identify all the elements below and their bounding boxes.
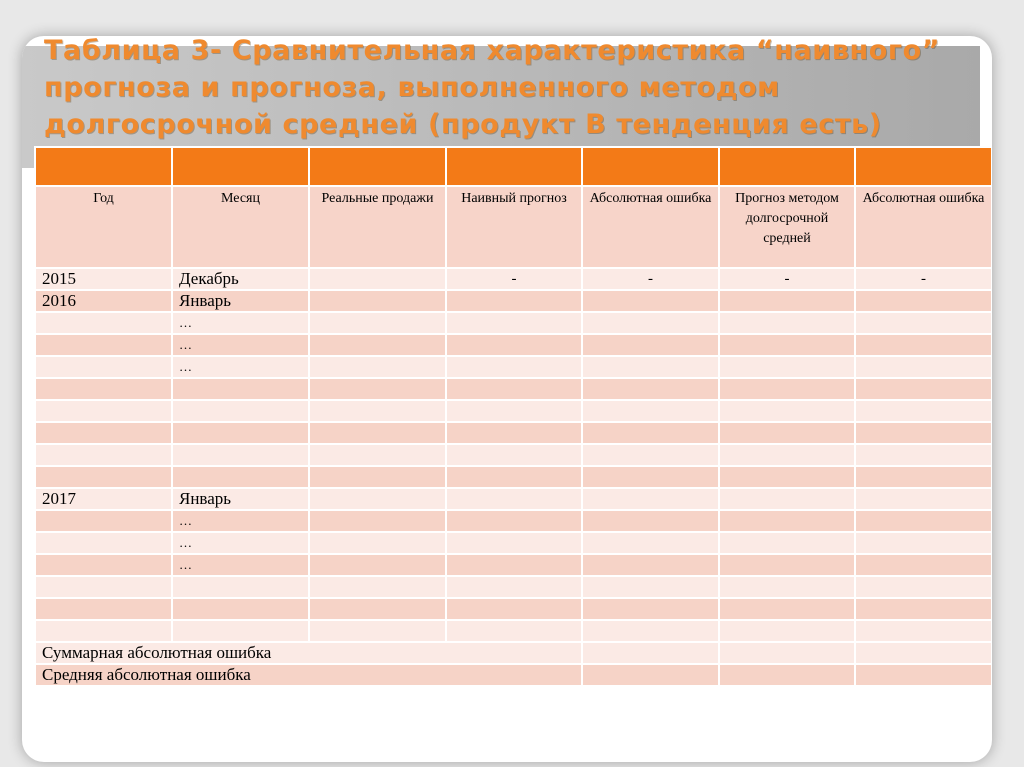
table-cell: [582, 356, 719, 378]
table-cell: [719, 510, 855, 532]
table-row: [35, 598, 992, 620]
table-cell: [446, 510, 582, 532]
table-cell: [309, 290, 446, 312]
table-cell: [582, 554, 719, 576]
summary-mean-label: Средняя абсолютная ошибка: [35, 664, 582, 686]
table-cell: [719, 576, 855, 598]
table-cell: [309, 598, 446, 620]
table-row: [35, 356, 992, 378]
table-cell: [309, 444, 446, 466]
table-cell: [582, 620, 719, 642]
table-cell: -: [719, 268, 855, 290]
table-cell: [582, 334, 719, 356]
table-cell: [719, 466, 855, 488]
table-cell: [309, 554, 446, 576]
table-cell: [719, 488, 855, 510]
table-cell: [582, 510, 719, 532]
orange-cell: [446, 147, 582, 186]
cell-year: [35, 532, 172, 554]
table-cell: [309, 488, 446, 510]
table-cell: [582, 444, 719, 466]
table-cell: [446, 532, 582, 554]
table-cell: [446, 554, 582, 576]
table-cell: [855, 598, 992, 620]
table-cell: [855, 510, 992, 532]
table-cell: [309, 576, 446, 598]
table-row: [35, 620, 992, 642]
cell-month: [172, 422, 309, 444]
cell-year: 2017: [35, 488, 172, 510]
table-cell: [855, 488, 992, 510]
table-row: [35, 576, 992, 598]
table-cell: [855, 620, 992, 642]
table-cell: [309, 466, 446, 488]
table-cell: [582, 532, 719, 554]
table-cell: [719, 334, 855, 356]
table-cell: [582, 598, 719, 620]
cell-month: [172, 598, 309, 620]
table-cell: [719, 642, 855, 664]
table-cell: [446, 290, 582, 312]
table-cell: [582, 576, 719, 598]
cell-year: [35, 466, 172, 488]
header-month: Месяц: [172, 186, 309, 268]
table-cell: [855, 378, 992, 400]
table-cell: [446, 466, 582, 488]
cell-year: [35, 510, 172, 532]
cell-year: [35, 356, 172, 378]
cell-month: [172, 444, 309, 466]
table-cell: [855, 290, 992, 312]
summary-row-total: [35, 642, 992, 664]
table-cell: [719, 356, 855, 378]
cell-month: Январь: [172, 290, 309, 312]
slide-title: Таблица 3- Сравнительная характеристика “наивного” прогноза и прогноза, выполненного методом долгосрочной средней (продукт В тенденция есть): [44, 36, 941, 140]
table-cell: [446, 422, 582, 444]
table-cell: [582, 664, 719, 686]
table-row: [35, 488, 992, 510]
cell-year: [35, 400, 172, 422]
table-row: [35, 532, 992, 554]
table-cell: [719, 554, 855, 576]
cell-month: [172, 576, 309, 598]
table-row: [35, 334, 992, 356]
orange-cell: [172, 147, 309, 186]
cell-year: [35, 378, 172, 400]
cell-month: Декабрь: [172, 268, 309, 290]
table-cell: [309, 400, 446, 422]
cell-month: [172, 378, 309, 400]
table-cell: [446, 356, 582, 378]
orange-cell: [855, 147, 992, 186]
table-cell: -: [855, 268, 992, 290]
cell-month: [172, 400, 309, 422]
cell-month: …: [172, 356, 309, 378]
cell-month: …: [172, 554, 309, 576]
table-cell: [446, 378, 582, 400]
table-cell: [582, 466, 719, 488]
table-cell: [446, 598, 582, 620]
table-cell: [446, 576, 582, 598]
header-absolute-error-2: Абсолютная ошибка: [855, 186, 992, 268]
table-row: [35, 378, 992, 400]
table-cell: [855, 312, 992, 334]
table-cell: [855, 554, 992, 576]
table-cell: [719, 444, 855, 466]
header-longterm-forecast: Прогноз методом долгосрочной средней: [719, 186, 855, 268]
cell-year: [35, 620, 172, 642]
header-absolute-error-1: Абсолютная ошибка: [582, 186, 719, 268]
table-cell: [446, 312, 582, 334]
table-cell: [582, 642, 719, 664]
table-row: [35, 422, 992, 444]
table-cell: -: [446, 268, 582, 290]
table-row: [35, 466, 992, 488]
table-cell: [719, 400, 855, 422]
summary-total-label: Суммарная абсолютная ошибка: [35, 642, 582, 664]
table-cell: [719, 532, 855, 554]
cell-year: [35, 444, 172, 466]
table-cell: [309, 312, 446, 334]
table-cell: [309, 510, 446, 532]
orange-cell: [719, 147, 855, 186]
table-row: [35, 444, 992, 466]
table-body: [35, 268, 992, 642]
orange-header-row: [35, 147, 992, 186]
orange-cell: [35, 147, 172, 186]
cell-year: [35, 312, 172, 334]
table-cell: [309, 422, 446, 444]
table-cell: [309, 268, 446, 290]
orange-cell: [309, 147, 446, 186]
cell-month: [172, 620, 309, 642]
table-cell: [719, 422, 855, 444]
table-cell: [855, 400, 992, 422]
table-cell: [446, 400, 582, 422]
table-cell: [719, 598, 855, 620]
cell-year: [35, 554, 172, 576]
slide: [22, 36, 992, 762]
column-header-row: [35, 186, 992, 268]
header-real-sales: Реальные продажи: [309, 186, 446, 268]
summary-row-mean: [35, 664, 992, 686]
table-cell: [582, 312, 719, 334]
table-cell: [582, 290, 719, 312]
table-cell: [855, 532, 992, 554]
table-cell: [446, 334, 582, 356]
cell-year: [35, 334, 172, 356]
table-row: [35, 554, 992, 576]
table-cell: [582, 400, 719, 422]
table-cell: [855, 356, 992, 378]
table-cell: [446, 620, 582, 642]
table-cell: [855, 576, 992, 598]
cell-month: …: [172, 334, 309, 356]
table-cell: [719, 620, 855, 642]
cell-month: Январь: [172, 488, 309, 510]
header-naive-forecast: Наивный прогноз: [446, 186, 582, 268]
cell-month: …: [172, 510, 309, 532]
table-cell: [719, 290, 855, 312]
table-cell: [719, 312, 855, 334]
table-cell: [855, 642, 992, 664]
cell-year: 2015: [35, 268, 172, 290]
table-cell: [855, 422, 992, 444]
cell-month: [172, 466, 309, 488]
table-cell: -: [582, 268, 719, 290]
table-cell: [855, 444, 992, 466]
table-cell: [855, 334, 992, 356]
table-cell: [855, 466, 992, 488]
cell-month: …: [172, 312, 309, 334]
table-cell: [446, 488, 582, 510]
table-cell: [582, 378, 719, 400]
table-cell: [309, 356, 446, 378]
table-cell: [309, 378, 446, 400]
table-cell: [309, 334, 446, 356]
header-year: Год: [35, 186, 172, 268]
table-cell: [309, 620, 446, 642]
comparison-table: [34, 146, 992, 687]
cell-year: [35, 422, 172, 444]
cell-year: [35, 576, 172, 598]
table-row: [35, 268, 992, 290]
table-cell: [309, 532, 446, 554]
table-row: [35, 400, 992, 422]
orange-cell: [582, 147, 719, 186]
table-row: [35, 312, 992, 334]
table-cell: [582, 488, 719, 510]
table-cell: [582, 422, 719, 444]
table-cell: [446, 444, 582, 466]
table-cell: [719, 378, 855, 400]
table-cell: [855, 664, 992, 686]
cell-month: …: [172, 532, 309, 554]
cell-year: 2016: [35, 290, 172, 312]
cell-year: [35, 598, 172, 620]
table-row: [35, 290, 992, 312]
table-row: [35, 510, 992, 532]
table-cell: [719, 664, 855, 686]
